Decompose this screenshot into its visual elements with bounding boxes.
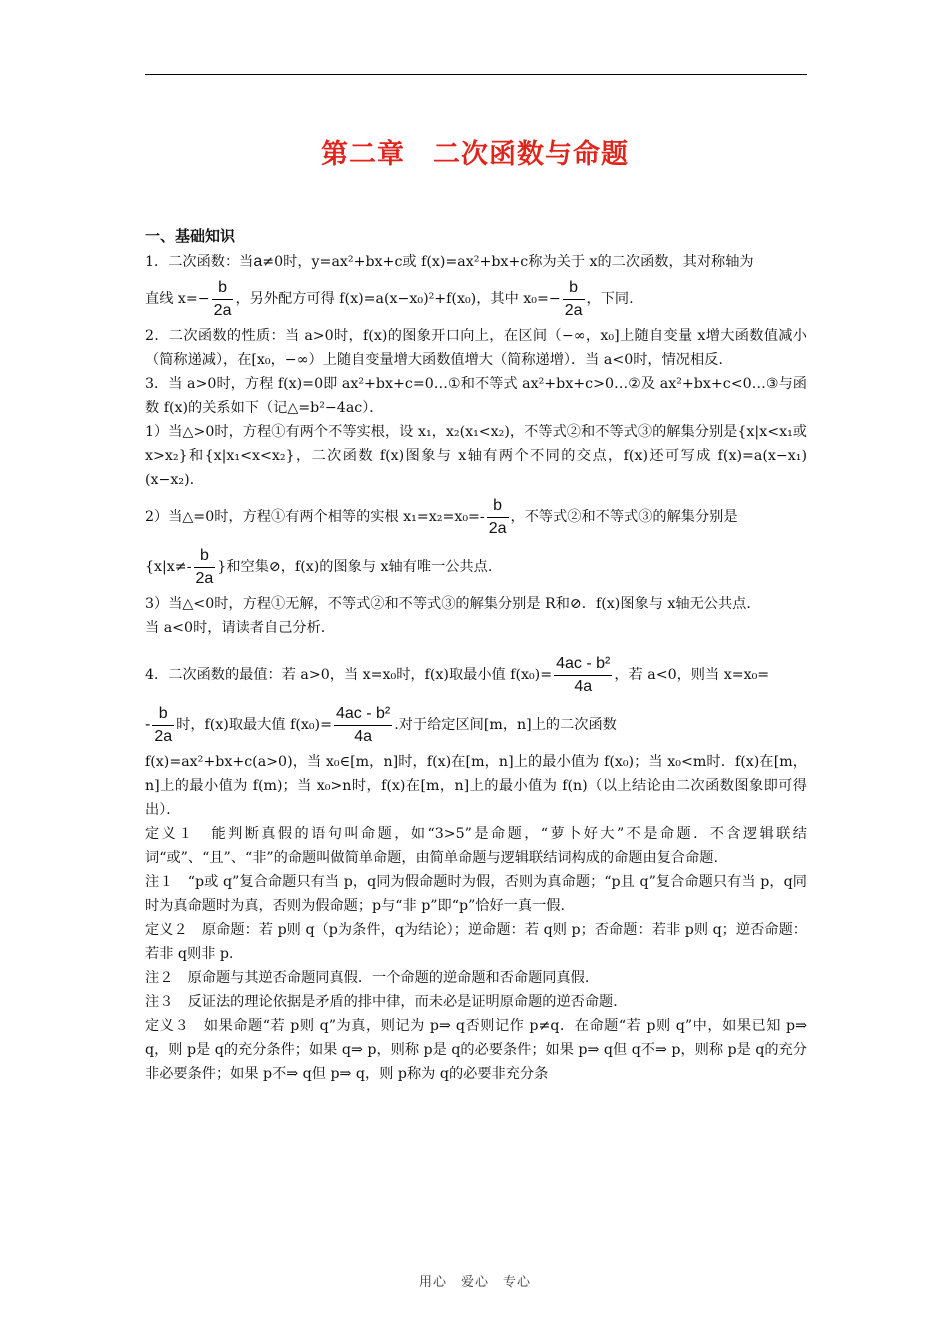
fraction-b-over-2a-3: $\frac{b}{2a}$ [487,495,509,540]
para-3-2: 2）当△=0时，方程①有两个相等的实根 x₁=x₂=x₀=- $\frac{b}{2a}$ ，不等式②和不等式③的解集分别是 [145,492,807,542]
para-2: 2．二次函数的性质：当 a>0时，f(x)的图象开口向上，在区间（−∞，x₀]上随自变量 x增大函数值减小（简称递减），在[x₀，−∞）上随自变量增大函数值增大（简称递增）．当 a<0时，情况相反. [145,328,807,368]
para-4c: f(x)=ax²+bx+c(a>0)，当 x₀∈[m，n]时，f(x)在[m，n]上的最小值为 f(x₀)；当 x₀<m时．f(x)在[m，n]上的最小值为 f(m)；当 x₀>n时，f(x)在[m，n]上的最小值为 f(n)（以上结论由二次函数图象即可得出）． [145,754,807,818]
note-3: 注３ 反证法的理论依据是矛盾的排中律，而未必是证明原命题的逆否命题. [145,994,618,1010]
para-1b: 直线 x=− $\frac{b}{2a}$ ，另外配方可得 f(x)=a(x−x₀)²+f(x₀)，其中 x₀=− $\frac{b}{2a}$ ，下同. [145,274,807,324]
definition-1: 定义１ 能判断真假的语句叫命题，如“3>5”是命题，“萝卜好大”不是命题．不含逻辑联结词“或”、“且”、“非”的命题叫做简单命题，由简单命题与逻辑联结词构成的命题由复合命题. [145,826,807,866]
para-4b: - $\frac{b}{2a}$ 时，f(x)取最大值 f(x₀)= $\frac{\text{4ac - b²}}{4a}$ .对于给定区间[m，n]上的二次函数 [145,700,807,750]
header-rule [145,74,807,75]
note-2: 注２ 原命题与其逆否命题同真假．一个命题的逆命题和否命题同真假. [145,970,590,986]
fraction-min-value: $\frac{\text{4ac - b²}}{4a}$ [554,653,612,698]
para-3-2b: {x|x≠- $\frac{b}{2a}$ }和空集⊘，f(x)的图象与 x轴有唯一公共点. [145,542,807,592]
fraction-max-value: $\frac{\text{4ac - b²}}{4a}$ [334,703,392,748]
fraction-b-over-2a-2: $\frac{b}{2a}$ [563,277,585,322]
section-heading: 一、基础知识 [145,227,236,245]
note-1: 注１ “p或 q”复合命题只有当 p，q同为假命题时为假，否则为真命题；“p且 q”复合命题只有当 p，q同时为真命题时为真，否则为假命题；p与“非 p”即“p”恰好一真一假. [145,874,807,914]
definition-3: 定义３ 如果命题“若 p则 q”为真，则记为 p⇒ q否则记作 p≠q．在命题“若 p则 q”中，如果已知 p⇒ q，则 p是 q的充分条件；如果 q⇒ p，则称 p是 q的必要条件；如果 p⇒ q但 q不⇒ p，则称 p是 q的充分非必要条件；如果 p不⇒ q但 p⇒ q，则 p称为 q的必要非充分条 [145,1018,807,1082]
para-3-1: 1）当△>0时，方程①有两个不等实根，设 x₁，x₂(x₁<x₂)，不等式②和不等式③的解集分别是{x|x<x₁或 x>x₂}和{x|x₁<x<x₂}，二次函数 f(x)图象与 x轴有两个不同的交点，f(x)还可写成 f(x)=a(x−x₁)(x−x₂). [145,424,807,488]
page-body [145,224,807,1086]
para-3: 3．当 a>0时，方程 f(x)=0即 ax²+bx+c=0…①和不等式 ax²+bx+c>0…②及 ax²+bx+c<0…③与函数 f(x)的关系如下（记△=b²−4ac）． [145,376,807,416]
fraction-b-over-2a-5: $\frac{b}{2a}$ [152,703,174,748]
para-3-4: 当 a<0时，请读者自己分析. [145,620,326,636]
para-3-3: 3）当△<0时，方程①无解，不等式②和不等式③的解集分别是 R和⊘．f(x)图象与 x轴无公共点. [145,596,751,612]
fraction-b-over-2a: $\frac{b}{2a}$ [212,277,234,322]
chapter-title: 第二章 二次函数与命题 [321,139,629,170]
definition-2: 定义２ 原命题：若 p则 q（p为条件，q为结论）；逆命题：若 q则 p；否命题：若非 p则 q；逆否命题：若非 q则非 p. [145,922,807,962]
page-footer: 用心 爱心 专心 [418,1275,531,1290]
fraction-b-over-2a-4: $\frac{b}{2a}$ [194,545,216,590]
para-1a: 1．二次函数：当a≠0时，y=ax²+bx+c或 f(x)=ax²+bx+c称为关于 x的二次函数，其对称轴为 [145,253,754,270]
para-4a: 4．二次函数的最值：若 a>0，当 x=x₀时，f(x)取最小值 f(x₀)= $\frac{\text{4ac - b²}}{4a}$ ，若 a<0，则当 x=x₀= [145,650,807,700]
